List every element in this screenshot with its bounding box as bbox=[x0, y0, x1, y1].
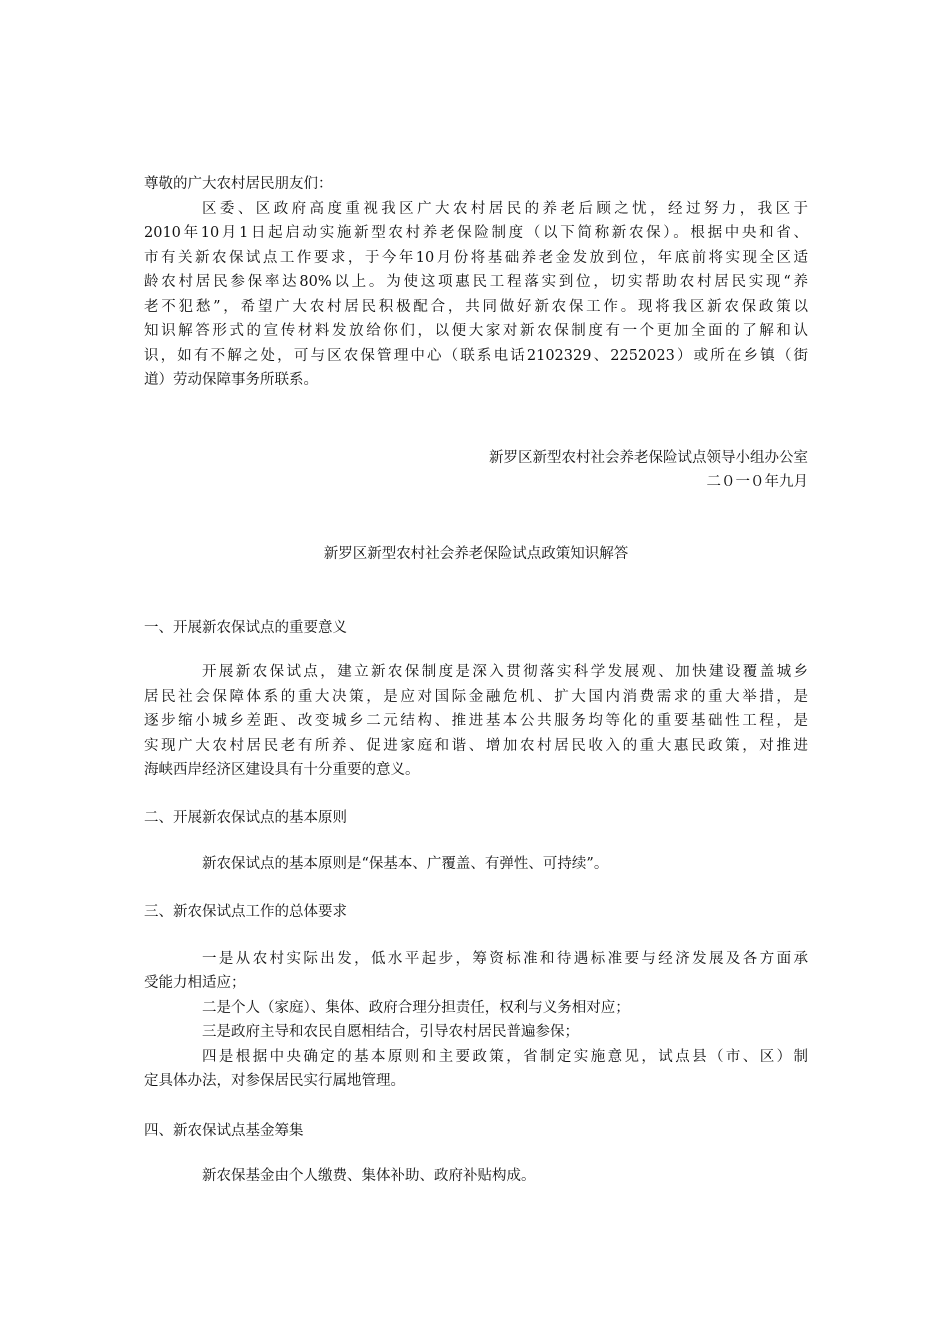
section-paragraph-line: 受能力相适应； bbox=[144, 975, 246, 991]
signature-organization: 新罗区新型农村社会养老保险试点领导小组办公室 bbox=[489, 450, 808, 466]
section-paragraph-line: 实现广大农村居民老有所养、促进家庭和谐、增加农村居民收入的重大惠民政策，对推进 bbox=[144, 738, 808, 754]
letter-greeting: 尊敬的广大农村居民朋友们： bbox=[144, 176, 333, 192]
section-paragraph-line: 四是根据中央确定的基本原则和主要政策，省制定实施意见，试点县（市、区）制 bbox=[202, 1049, 808, 1065]
section-paragraph-line: 逐步缩小城乡差距、改变城乡二元结构、推进基本公共服务均等化的重要基础性工程，是 bbox=[144, 713, 808, 729]
section-paragraph-line: 定具体办法，对参保居民实行属地管理。 bbox=[144, 1073, 405, 1089]
letter-paragraph-line: 区委、区政府高度重视我区广大农村居民的养老后顾之忧，经过努力，我区于 bbox=[202, 201, 808, 217]
section-paragraph-line: 海峡西岸经济区建设具有十分重要的意义。 bbox=[144, 762, 420, 778]
section-paragraph-line: 居民社会保障体系的重大决策，是应对国际金融危机、扩大国内消费需求的重大举措，是 bbox=[144, 689, 808, 705]
section-paragraph-line: 新农保试点的基本原则是“保基本、广覆盖、有弹性、可持续”。 bbox=[202, 856, 609, 872]
section-heading: 一、开展新农保试点的重要意义 bbox=[144, 620, 347, 636]
section-heading: 三、新农保试点工作的总体要求 bbox=[144, 904, 347, 920]
section-paragraph-line: 三是政府主导和农民自愿相结合，引导农村居民普遍参保； bbox=[202, 1024, 579, 1040]
letter-paragraph-line: 识，如有不解之处，可与区农保管理中心（联系电话2102329、2252023）或所在乡镇（街 bbox=[144, 348, 808, 364]
letter-paragraph-line: 2010年10月1日起启动实施新型农村养老保险制度（以下简称新农保）。根据中央和省、 bbox=[144, 225, 808, 241]
section-heading: 二、开展新农保试点的基本原则 bbox=[144, 810, 347, 826]
letter-paragraph-line: 老不犯愁”，希望广大农村居民积极配合，共同做好新农保工作。现将我区新农保政策以 bbox=[144, 299, 808, 315]
section-paragraph-line: 一是从农村实际出发，低水平起步，筹资标准和待遇标准要与经济发展及各方面承 bbox=[202, 951, 808, 967]
signature-date: 二０一０年九月 bbox=[706, 474, 808, 490]
section-paragraph-line: 开展新农保试点，建立新农保制度是深入贯彻落实科学发展观、加快建设覆盖城乡 bbox=[202, 664, 808, 680]
letter-paragraph-line: 知识解答形式的宣传材料发放给你们，以便大家对新农保制度有一个更加全面的了解和认 bbox=[144, 323, 808, 339]
letter-paragraph-line: 道）劳动保障事务所联系。 bbox=[144, 372, 318, 388]
section-heading: 四、新农保试点基金筹集 bbox=[144, 1123, 304, 1139]
document-title: 新罗区新型农村社会养老保险试点政策知识解答 bbox=[323, 546, 629, 562]
section-paragraph-line: 二是个人（家庭）、集体、政府合理分担责任，权利与义务相对应； bbox=[202, 1000, 630, 1016]
letter-paragraph-line: 龄农村居民参保率达80%以上。为使这项惠民工程落实到位，切实帮助农村居民实现“养 bbox=[144, 274, 808, 290]
section-paragraph-line: 新农保基金由个人缴费、集体补助、政府补贴构成。 bbox=[202, 1168, 536, 1184]
letter-paragraph-line: 市有关新农保试点工作要求，于今年10月份将基础养老金发放到位，年底前将实现全区适 bbox=[144, 250, 808, 266]
